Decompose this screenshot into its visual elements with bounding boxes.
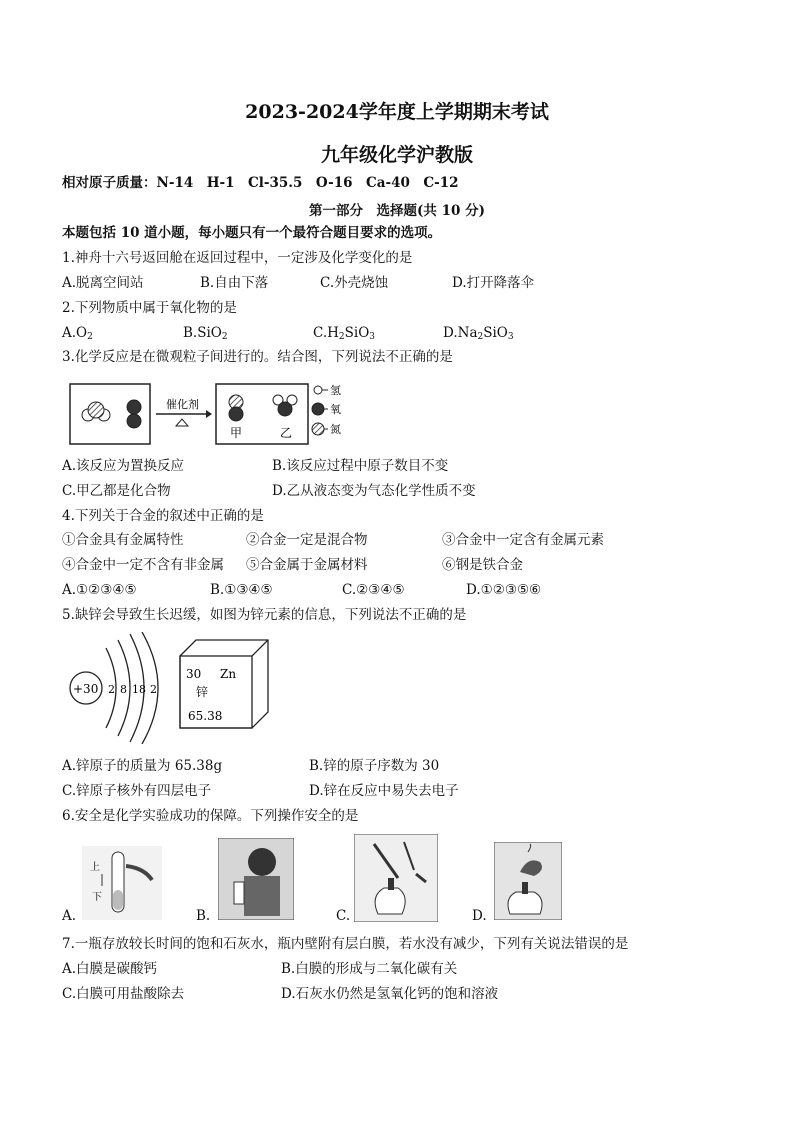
lighting-lamp-image <box>354 834 438 922</box>
shell-2-electrons: 8 <box>120 683 127 696</box>
q3-option-b: B.该反应过程中原子数目不变 <box>272 458 449 474</box>
q4-statement-5: ⑤合金属于金属材料 <box>246 557 368 573</box>
q1-option-a: A.脱离空间站 <box>62 275 144 291</box>
q1-stem: 1.神舟十六号返回舱在返回过程中，一定涉及化学变化的是 <box>62 250 413 266</box>
q2-option-a: $A.O_2$ <box>62 325 93 342</box>
nucleus-charge: +30 <box>73 682 99 696</box>
atomic-number: 30 <box>186 667 202 681</box>
q3-stem: 3.化学反应是在微观粒子间进行的。结合图，下列说法不正确的是 <box>62 349 453 365</box>
label-yi: 乙 <box>280 426 293 440</box>
label-down: 下 <box>92 892 102 903</box>
q2-stem: 2.下列物质中属于氧化物的是 <box>62 300 237 316</box>
atomic-mass-line: 相对原子质量：N-14 H-1 Cl-35.5 O-16 Ca-40 C-12 <box>62 175 459 191</box>
q4-statement-1: ①合金具有金属特性 <box>62 532 184 548</box>
exam-subtitle: 九年级化学沪教版 <box>320 144 473 166</box>
label-up: 上 <box>90 862 100 873</box>
reactant-nh3-molecule <box>82 402 110 421</box>
q6-option-d: D. <box>472 908 487 924</box>
q3-option-a: A.该反应为置换反应 <box>62 458 185 474</box>
q7-option-b: B.白膜的形成与二氧化碳有关 <box>281 961 458 977</box>
q4-stem: 4.下列关于合金的叙述中正确的是 <box>62 508 264 524</box>
q1-option-c: C.外壳烧蚀 <box>320 275 389 291</box>
q4-option-d: D.①②③⑤⑥ <box>466 582 542 598</box>
q3-option-d: D.乙从液态变为气态化学性质不变 <box>272 483 476 499</box>
q1-option-b: B.自由下落 <box>200 275 269 291</box>
q1-option-d: D.打开降落伞 <box>452 275 535 291</box>
zinc-element-card <box>176 636 272 732</box>
q2-option-b: B.SiO$_2$ <box>183 325 228 342</box>
label-jia: 甲 <box>230 426 243 440</box>
atomic-mass: 65.38 <box>188 709 223 723</box>
product-jia-molecule <box>229 395 243 421</box>
shell-1-electrons: 2 <box>108 683 115 696</box>
legend-hydrogen: 氢 <box>330 384 341 397</box>
test-tube-shaking-image <box>82 846 162 920</box>
q6-stem: 6.安全是化学实验成功的保障。下列操作安全的是 <box>62 808 359 824</box>
q5-stem: 5.缺锌会导致生长迟缓，如图为锌元素的信息，下列说法不正确的是 <box>62 607 467 623</box>
legend-oxygen: 氧 <box>330 403 341 416</box>
q6-option-b: B. <box>196 908 211 924</box>
shell-4-electrons: 2 <box>150 683 157 696</box>
element-name: 锌 <box>196 685 209 699</box>
q5-option-d: D.锌在反应中易失去电子 <box>309 783 459 799</box>
q4-option-b: B.①③④⑤ <box>210 582 273 598</box>
part-title: 第一部分 选择题(共 10 分) <box>309 203 485 219</box>
shell-3-electrons: 18 <box>132 683 146 696</box>
catalyst-label: 催化剂 <box>166 398 199 411</box>
q5-option-c: C.锌原子核外有四层电子 <box>62 783 212 799</box>
extinguish-lamp-image <box>494 842 562 920</box>
q4-statement-4: ④合金中一定不含有非金属 <box>62 557 224 573</box>
exam-title: 2023-2024学年度上学期期末考试 <box>245 101 549 123</box>
q4-option-a: A.①②③④⑤ <box>62 582 137 598</box>
q5-option-a: A.锌原子的质量为 65.38g <box>62 758 223 774</box>
q6-option-a: A. <box>62 908 77 924</box>
q7-option-a: A.白膜是碳酸钙 <box>62 961 158 977</box>
q4-statement-3: ③合金中一定含有金属元素 <box>442 532 604 548</box>
q7-stem: 7.一瓶存放较长时间的饱和石灰水，瓶内壁附有层白膜，若水没有减少，下列有关说法错误的是 <box>62 936 629 952</box>
q2-option-d: $D.Na_2SiO_3$ <box>443 325 514 342</box>
element-symbol: Zn <box>220 667 237 681</box>
q2-option-c: $C.H_2SiO_3$ <box>313 325 376 342</box>
smelling-gas-image <box>218 838 294 920</box>
q6-option-c: C. <box>336 908 351 924</box>
q3-option-c: C.甲乙都是化合物 <box>62 483 171 499</box>
q4-statement-2: ②合金一定是混合物 <box>246 532 368 548</box>
q7-option-c: C.白膜可用盐酸除去 <box>62 986 185 1002</box>
q4-statement-6: ⑥钢是铁合金 <box>442 557 523 573</box>
q5-option-b: B.锌的原子序数为 30 <box>309 758 440 774</box>
reactant-o2-molecule <box>127 400 141 428</box>
product-yi-molecule <box>273 395 297 416</box>
q7-option-d: D.石灰水仍然是氢氧化钙的饱和溶液 <box>281 986 499 1002</box>
legend-nitrogen: 氮 <box>330 423 341 436</box>
q4-option-c: C.②③④⑤ <box>342 582 405 598</box>
q3-reaction-diagram <box>66 376 356 448</box>
instructions: 本题包括 10 道小题，每小题只有一个最符合题目要求的选项。 <box>62 225 442 241</box>
